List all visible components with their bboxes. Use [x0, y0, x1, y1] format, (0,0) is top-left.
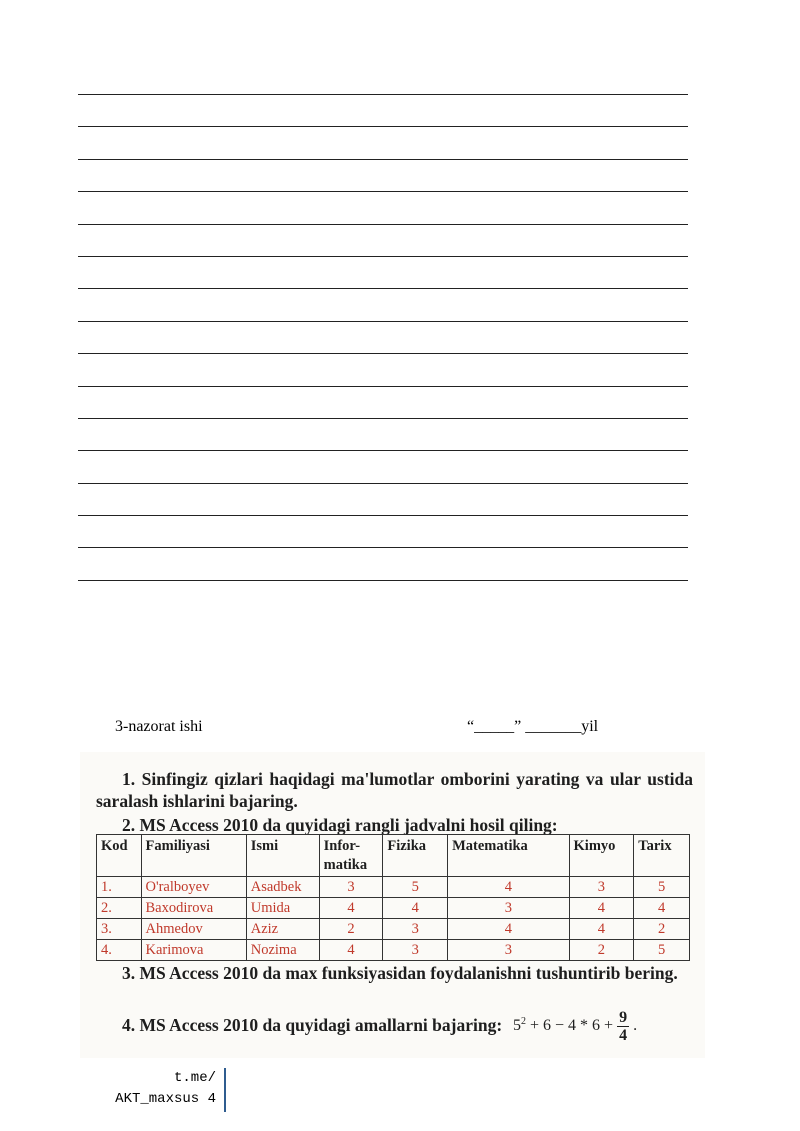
cell-fizika: 3: [383, 919, 448, 940]
rule-line: [78, 483, 688, 484]
rule-line: [78, 288, 688, 289]
header-matematika: Matematika: [448, 835, 569, 877]
cell-kod: 2.: [97, 898, 142, 919]
formula-base: 5: [513, 1017, 521, 1035]
header-kod: Kod: [97, 835, 142, 877]
cell-informatika: 3: [319, 877, 383, 898]
header-tarix: Tarix: [634, 835, 690, 877]
formula-fraction: [617, 1009, 629, 1044]
footer-line-1: t.me/: [173, 1070, 216, 1086]
table-header-row: [97, 835, 690, 877]
rule-line: [78, 450, 688, 451]
cell-ismi: Aziz: [246, 919, 319, 940]
cell-ismi: Asadbek: [246, 877, 319, 898]
rule-line: [78, 580, 688, 581]
footer-line-2: AKT_maxsus 4: [115, 1091, 216, 1107]
cell-kimyo: 3: [569, 877, 634, 898]
rule-line: [78, 386, 688, 387]
cell-familiyasi: Ahmedov: [141, 919, 246, 940]
fraction-denominator: 4: [619, 1027, 628, 1044]
rule-line: [78, 126, 688, 127]
cell-informatika: 4: [319, 898, 383, 919]
formula-exponent: 2: [521, 1015, 526, 1027]
table-row: [97, 898, 690, 919]
cell-kod: 1.: [97, 877, 142, 898]
table-row: [97, 919, 690, 940]
footer-source: [100, 1068, 226, 1112]
cell-kimyo: 4: [569, 898, 634, 919]
cell-informatika: 2: [319, 919, 383, 940]
cell-kod: 4.: [97, 940, 142, 961]
task-4: 4. MS Access 2010 da quyidagi amallarni bajaring:: [122, 1015, 503, 1035]
header-fizika: Fizika: [383, 835, 448, 877]
grades-table: [96, 834, 690, 961]
rule-line: [78, 256, 688, 257]
scanned-task-sheet: [80, 752, 705, 1058]
cell-fizika: 4: [383, 898, 448, 919]
cell-matematika: 3: [448, 898, 569, 919]
task-2: 2. MS Access 2010 da quyidagi rangli jadvalni hosil qiling:: [122, 815, 558, 835]
date-field: “_____” _______yil: [467, 718, 599, 735]
task-3: 3. MS Access 2010 da max funksiyasidan foydalanishni tushuntirib bering.: [122, 963, 678, 983]
formula-tail: .: [629, 1017, 638, 1035]
ruled-lines: [78, 94, 688, 612]
header-informatika: Infor-matika: [319, 835, 383, 877]
cell-familiyasi: O'ralboyev: [141, 877, 246, 898]
cell-kimyo: 4: [569, 919, 634, 940]
task-1: 1. Sinfingiz qizlari haqidagi ma'lumotlar omborini yarating va ular ustida saralash ishlarini bajaring.: [96, 769, 693, 811]
assignment-title: 3-nazorat ishi: [115, 718, 203, 735]
fraction-numerator: 9: [619, 1009, 628, 1026]
cell-fizika: 3: [383, 940, 448, 961]
cell-tarix: 5: [634, 940, 690, 961]
cell-familiyasi: Baxodirova: [141, 898, 246, 919]
formula-rest: + 6 − 4 * 6 +: [526, 1017, 618, 1035]
rule-line: [78, 418, 688, 419]
cell-ismi: Nozima: [246, 940, 319, 961]
header-ismi: Ismi: [246, 835, 319, 877]
rule-line: [78, 159, 688, 160]
cell-kimyo: 2: [569, 940, 634, 961]
rule-line: [78, 353, 688, 354]
table-row: [97, 877, 690, 898]
header-kimyo: Kimyo: [569, 835, 634, 877]
rule-line: [78, 94, 688, 95]
cell-tarix: 5: [634, 877, 690, 898]
rule-line: [78, 547, 688, 548]
rule-line: [78, 191, 688, 192]
rule-line: [78, 224, 688, 225]
cell-fizika: 5: [383, 877, 448, 898]
math-expression: [513, 1009, 637, 1044]
cell-matematika: 4: [448, 919, 569, 940]
header-familiyasi: Familiyasi: [141, 835, 246, 877]
cell-kod: 3.: [97, 919, 142, 940]
rule-line: [78, 321, 688, 322]
cell-familiyasi: Karimova: [141, 940, 246, 961]
cell-tarix: 4: [634, 898, 690, 919]
cell-tarix: 2: [634, 919, 690, 940]
cell-ismi: Umida: [246, 898, 319, 919]
cell-matematika: 4: [448, 877, 569, 898]
cell-matematika: 3: [448, 940, 569, 961]
table-row: [97, 940, 690, 961]
cell-informatika: 4: [319, 940, 383, 961]
rule-line: [78, 515, 688, 516]
